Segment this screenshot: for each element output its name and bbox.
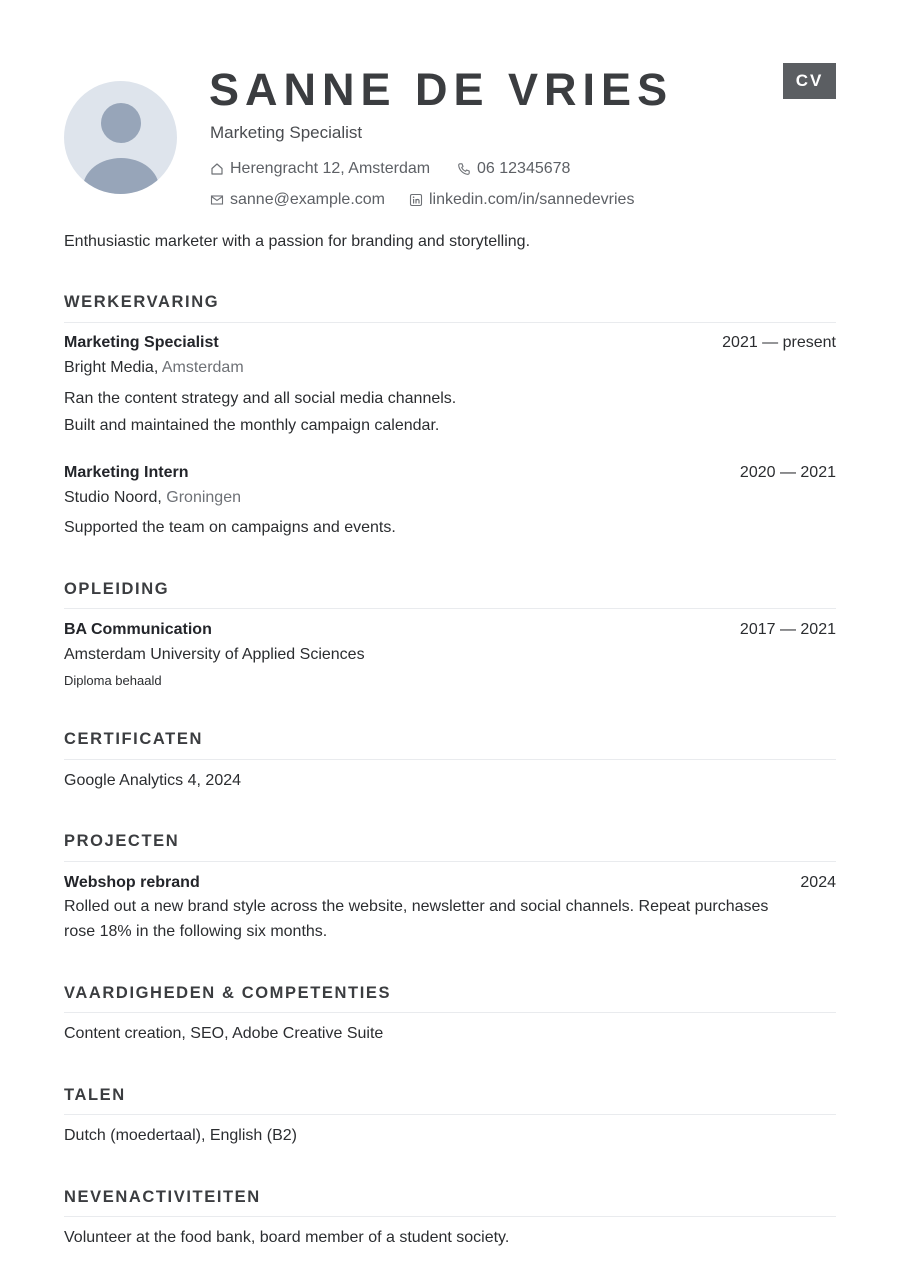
- contact-address: [210, 158, 430, 180]
- section-title-activities: NEVENACTIVITEITEN: [64, 1188, 261, 1206]
- activities-text: Volunteer at the food bank, board member of a student society.: [64, 1229, 510, 1246]
- contact-linkedin[interactable]: [409, 189, 634, 211]
- job-description-line: Supported the team on campaigns and events.: [64, 519, 396, 536]
- linkedin-text[interactable]: linkedin.com/in/sannedevries: [429, 191, 635, 208]
- certificates-text: Google Analytics 4, 2024: [64, 772, 242, 789]
- phone-text: 06 12345678: [477, 160, 571, 177]
- cv-badge: CV: [783, 63, 836, 99]
- avatar-head: [101, 103, 141, 143]
- degree-dates: 2017 — 2021: [739, 621, 836, 638]
- phone-icon: [457, 162, 471, 176]
- avatar-body: [83, 158, 159, 194]
- project-description-line: rose 18% in the following six months.: [64, 923, 328, 940]
- job-description-line: Built and maintained the monthly campaign calendar.: [64, 417, 440, 434]
- company-location: Groningen: [166, 489, 241, 506]
- email-text[interactable]: sanne@example.com: [230, 191, 385, 208]
- project-name: Webshop rebrand: [64, 874, 200, 891]
- skills-text: Content creation, SEO, Adobe Creative Suite: [64, 1025, 384, 1042]
- section-divider: [64, 608, 836, 609]
- company-name: Studio Noord: [64, 489, 158, 506]
- contact-email[interactable]: [210, 189, 385, 211]
- mail-icon: [210, 193, 224, 207]
- school-name: Amsterdam University of Applied Sciences: [64, 646, 365, 663]
- section-title-languages: TALEN: [64, 1086, 126, 1104]
- job-dates: 2021 — present: [722, 334, 836, 351]
- job-dates: 2020 — 2021: [739, 464, 836, 481]
- project-year: 2024: [800, 874, 836, 891]
- section-divider: [64, 322, 836, 323]
- contact-phone: [457, 158, 570, 180]
- job-description-line: Ran the content strategy and all social media channels.: [64, 390, 457, 407]
- section-divider: [64, 759, 836, 760]
- company-location: Amsterdam: [161, 359, 244, 376]
- degree-title: BA Communication: [64, 621, 212, 638]
- section-title-projects: PROJECTEN: [64, 832, 180, 850]
- project-description-line: Rolled out a new brand style across the website, newsletter and social channels. Repeat purchases: [64, 898, 769, 915]
- job-title: Marketing Intern: [64, 464, 189, 481]
- languages-text: Dutch (moedertaal), English (B2): [64, 1127, 297, 1144]
- section-title-education: OPLEIDING: [64, 580, 170, 598]
- section-title-experience: WERKERVARING: [64, 293, 220, 311]
- degree-note: Diploma behaald: [64, 673, 162, 688]
- candidate-name: SANNE DE VRIES: [209, 64, 674, 115]
- job-title: Marketing Specialist: [64, 334, 219, 351]
- job-employer: Bright Media, Amsterdam: [64, 359, 244, 376]
- address-text: Herengracht 12, Amsterdam: [230, 160, 431, 177]
- home-icon: [210, 162, 224, 176]
- section-divider: [64, 1012, 836, 1013]
- candidate-role: Marketing Specialist: [210, 123, 363, 142]
- company-name: Bright Media: [64, 359, 154, 376]
- section-title-skills: VAARDIGHEDEN & COMPETENTIES: [64, 984, 392, 1002]
- section-divider: [64, 1114, 836, 1115]
- section-divider: [64, 1216, 836, 1217]
- avatar: [64, 81, 177, 194]
- profile-summary: Enthusiastic marketer with a passion for branding and storytelling.: [64, 233, 531, 250]
- linkedin-icon: [409, 193, 423, 207]
- section-title-certificates: CERTIFICATEN: [64, 730, 203, 748]
- section-divider: [64, 861, 836, 862]
- job-employer: Studio Noord, Groningen: [64, 489, 241, 506]
